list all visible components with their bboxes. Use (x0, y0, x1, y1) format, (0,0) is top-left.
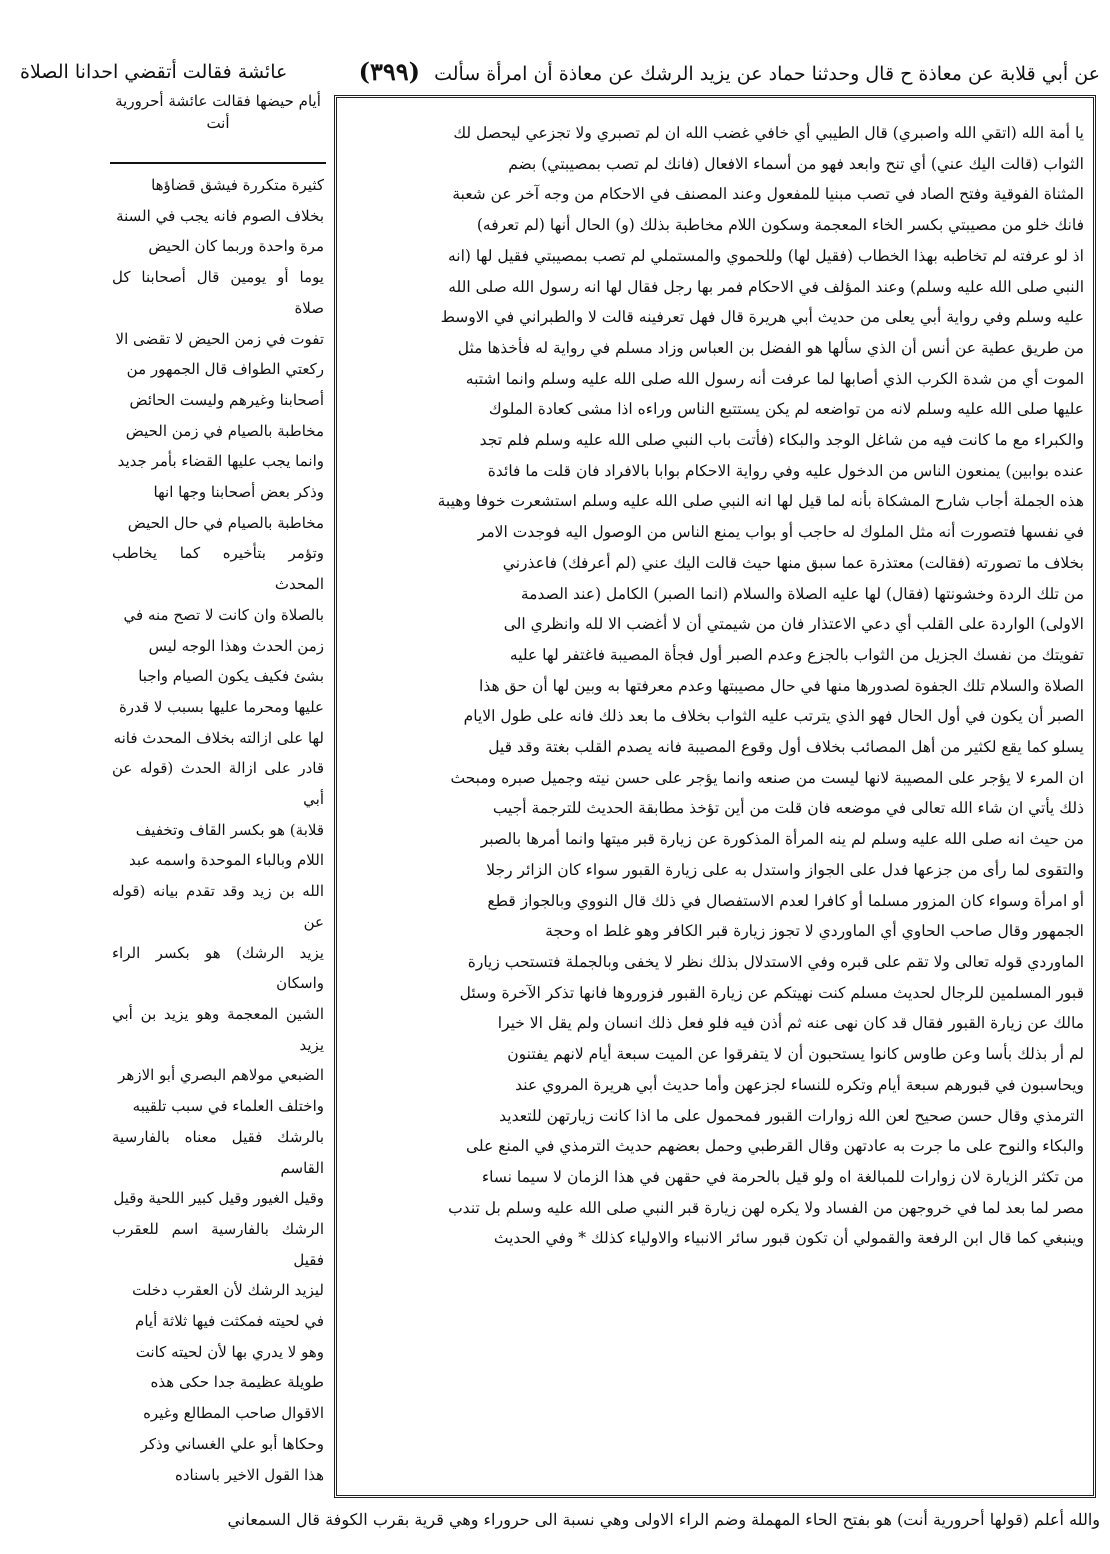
text-line: مخاطبة بالصيام في زمن الحيض (125, 421, 324, 440)
margin-top-line: أيام حيضها فقالت عائشة أحرورية (115, 92, 321, 110)
text-line: عليها ومحرما عليها بسبب لا قدرة (118, 697, 324, 716)
text-line: طويلة عظيمة جدا حكى هذه (150, 1373, 324, 1392)
text-line: المثناة الفوقية وفتح الصاد في تصب مبنيا للمفعول وعند المصنف في الاحكام من وجه آخر عن شعبة (452, 185, 1084, 204)
text-line: واختلف العلماء في سبب تلقيبه (132, 1097, 324, 1116)
text-line: اللام وبالباء الموحدة واسمه عبد (129, 851, 324, 870)
text-line: ذلك يأتي ان شاء الله تعالى في موضعه فان قلت من أين تؤخذ مطابقة الحديث للترجمة أجيب (492, 799, 1084, 818)
text-line: تفوت في زمن الحيض لا تقضى الا (115, 329, 324, 348)
text-line: قلابة) هو بكسر القاف وتخفيف (135, 820, 324, 839)
text-line: عليها صلى الله عليه وسلم لانه من تواضعه لم يكن يستتبع الناس وراءه اذا مشى كعادة الملوك (488, 400, 1084, 419)
text-line: الثواب (قالت اليك عني) أي تنح وابعد فهو من أسماء الافعال (فانك لم تصب بمصيبتي) بضم (508, 154, 1084, 173)
text-line: ركعتي الطواف قال الجمهور من (126, 360, 324, 379)
text-line: من حيث انه صلى الله عليه وسلم لم ينه المرأة المذكورة عن زيارة قبر ميتها وانما أمرها بالصبر (480, 830, 1084, 849)
header-hadith-text: عن أبي قلابة عن معاذة ح قال وحدثنا حماد عن يزيد الرشك عن معاذة أن امرأة سألت (434, 63, 1100, 85)
text-line: في لحيته فمكثت فيها ثلاثة أيام (135, 1312, 324, 1331)
text-line: الشين المعجمة وهو يزيد بن أبي يزيد (112, 1004, 324, 1054)
text-line: يا أمة الله (اتقي الله واصبري) قال الطيبي أي خافي غضب الله ان لم تصبري ولا تجزعي ليحصل لك (453, 124, 1084, 142)
main-commentary (346, 118, 1084, 1486)
text-line: زمن الحدث وهذا الوجه ليس (148, 636, 324, 655)
footer-text: والله أعلم (قولها أحرورية أنت) هو بفتح الحاء المهملة وضم الراء الاولى وهي نسبة الى حروراء وهي قرية بقرب الكوفة قال السمعاني (227, 1510, 1100, 1529)
text-line: بخلاف الصوم فانه يجب في السنة (116, 206, 324, 225)
margin-divider (110, 162, 326, 164)
text-line: الجمهور وقال صاحب الحاوي أي الماوردي لا تجوز زيارة قبر الكافر وهو غلط اه وحجة (545, 922, 1084, 941)
margin-commentary (112, 170, 324, 1495)
text-line: والكبراء مع ما كانت فيه من شاغل الوجد والبكاء (فأتت باب النبي صلى الله عليه وسلم فلم تجد (479, 431, 1084, 450)
text-line: لم أر بذلك بأسا وعن طاوس كانوا يستحبون أن لا يتفرقوا عن الميت سبعة أيام لانهم يفتنون (507, 1045, 1084, 1064)
text-line: هذه الجملة أجاب شارح المشكاة بأنه لما قيل لها انه النبي صلى الله عليه وسلم استشعرت خوفا وهيبة (437, 492, 1084, 511)
text-line: قادر على ازالة الحدث (قوله عن أبي (112, 759, 324, 809)
text-line: وحكاها أبو علي الغساني وذكر (140, 1434, 324, 1453)
text-line: مخاطبة بالصيام في حال الحيض (127, 513, 324, 532)
text-line: تفويتك من نفسك الجزيل من الثواب بالجزع وعدم الصبر أول فجأة المصيبة فاغتفر لها عليه (509, 645, 1084, 664)
text-line: أو امرأة وسواء كان المزور مسلما أو كافرا لعدم الاستفصال في ذلك قال النووي وبالجواز قطع (487, 891, 1084, 910)
text-line: بخلاف ما تصورته (فقالت) معتذرة عما سبق منها حيث قالت اليك عني (لم أعرفك) فاعذرني (502, 553, 1084, 572)
text-line: بشئ فكيف يكون الصيام واجبا (138, 667, 324, 686)
text-line: الترمذي وقال حسن صحيح لعن الله زوارات القبور فمحمول على ما اذا كانت زيارتهن للتعديد (499, 1106, 1084, 1125)
text-line: فانك خلو من مصيبتي بكسر الخاء المعجمة وسكون اللام مخاطبة بذلك (و) الحال أنها (لم تعرفه) (476, 216, 1084, 235)
text-line: وتؤمر بتأخيره كما يخاطب المحدث (112, 544, 324, 594)
text-line: والتقوى لما رأى من جزعها فدل على الجواز واستدل به على زيارة القبور سواء كان الزائر رجلا (486, 860, 1084, 879)
text-line: الاولى) الواردة على القلب أي دعي الاعتذار فان من شيمتي أن لا أغضب الا لله وانظري الى (503, 615, 1084, 634)
text-line: هذا القول الاخير باسناده (175, 1465, 324, 1484)
text-line: ليزيد الرشك لأن العقرب دخلت (132, 1281, 324, 1300)
text-line: وذكر بعض أصحابنا وجها انها (153, 483, 324, 502)
text-line: مرة واحدة وربما كان الحيض (148, 237, 324, 256)
text-line: كثيرة متكررة فيشق قضاؤها (151, 176, 324, 194)
text-line: والبكاء والنوح على ما جرت به عادتهن وقال القرطبي وحمل بعضهم حديث الترمذي في المنع على (466, 1137, 1084, 1156)
text-line: في نفسها فتصورت أنه مثل الملوك له حاجب أو بواب يمنع الناس من الوصول اليه فوجدت الامر (477, 523, 1084, 542)
margin-hadith-continuation (112, 90, 324, 156)
text-line: عنده بوابين) يمنعون الناس من الدخول عليه وفي رواية الاحكام بوابا بالافراد فان قلت ما فائدة (487, 461, 1084, 480)
text-line: الاقوال صاحب المطالع وغيره (143, 1404, 324, 1423)
text-line: من طريق عطية عن أنس أن الذي سألها هو الفضل بن العباس وزاد مسلم في رواية له فأخذها مثل (457, 338, 1084, 357)
text-line: قبور المسلمين للرجال لحديث مسلم كنت نهيتكم عن زيارة القبور فزوروها فانها تذكر الآخرة وسئل (459, 983, 1084, 1002)
page-header (20, 52, 1100, 92)
text-line: الله بن زيد وقد تقدم بيانه (قوله عن (112, 882, 324, 931)
text-line: بالصلاة وان كانت لا تصح منه في (123, 605, 324, 624)
text-line: الصلاة والسلام تلك الجفوة لصدورها منها في حال مصيبتها وعدم معرفتها به وبين لها أن حق هذا (479, 676, 1084, 695)
text-line: الماوردي قوله تعالى ولا تقم على قبره وفي الاستدلال بذلك نظر لا يخفى وبالجملة فتستحب زيارة (467, 952, 1084, 971)
text-line: النبي صلى الله عليه وسلم) وعند المؤلف في الاحكام فمر بها رجل فقال لها انه رسول الله صلى الله (448, 277, 1084, 296)
text-line: يوما أو يومين قال أصحابنا كل صلاة (112, 268, 324, 317)
text-line: مصر لما بعد لما في خروجهن من الفساد ولا يكره لهن زيارة قبر النبي صلى الله عليه وسلم بل تندب (448, 1198, 1084, 1217)
text-line: أصحابنا وغيرهم وليست الحائض (129, 390, 324, 409)
text-line: اذ لو عرفته لم تخاطبه بهذا الخطاب (فقيل لها) وللحموي والمستملي لم تصب بمصيبتي فقيل لها (انه (447, 246, 1084, 265)
text-line: بالرشك فقيل معناه بالفارسية القاسم (112, 1127, 324, 1177)
text-line: وينبغي كما قال ابن الرفعة والقمولي أن تكون قبور سائر الانبياء والاولياء كذلك * وفي الحديث (493, 1229, 1084, 1248)
margin-top-line: أنت (206, 114, 230, 132)
page-number: (٣٩٩) (358, 57, 421, 86)
header-text-right (351, 52, 1100, 92)
text-line: وقيل الغيور وقيل كبير اللحية وقيل (113, 1189, 324, 1208)
text-line: يسلو كما يقع لكثير من أهل المصائب بخلاف أول وقوع المصيبة فانه يصدم القلب بغتة وقد قيل (488, 738, 1084, 757)
text-line: وهو لا يدري بها لأن لحيته كانت (135, 1342, 324, 1361)
text-line: من تلك الردة وخشونتها (فقال) لها عليه الصلاة والسلام (انما الصبر) الكامل (عند الصدمة (520, 584, 1084, 603)
text-line: ان المرء لا يؤجر على المصيبة لانها ليست من صنعه وانما يؤجر على حسن نيته وجميل صبره ومبحث (450, 768, 1084, 787)
text-line: يزيد الرشك) هو بكسر الراء واسكان (112, 943, 324, 993)
text-line: الضبعي مولاهم البصري أبو الازهر (118, 1066, 324, 1085)
text-line: الرشك بالفارسية اسم للعقرب فقيل (112, 1219, 324, 1269)
text-line: الصبر أن يكون في أول الحال فهو الذي يترتب عليه الثواب بخلاف ما بعد ذلك فانه على طول الايام (463, 707, 1084, 726)
text-line: الموت أي من شدة الكرب الذي أصابها لما عرفت أنه رسول الله صلى الله عليه وسلم وانما اشتبه (465, 369, 1084, 388)
text-line: مالك عن زيارة القبور فقال قد كان نهى عنه ثم أذن فيه فلو فعل ذلك انسان ولم يقل الا خيرا (497, 1014, 1084, 1033)
text-line: لها على ازالته بخلاف المحدث فانه (113, 728, 324, 747)
text-line: وانما يجب عليها القضاء بأمر جديد (117, 452, 324, 471)
text-line: عليه وسلم وفي رواية أبي يعلى من حديث أبي هريرة قال فهل تعرفينه قالت لا والطبراني في الاوسط (440, 308, 1084, 327)
header-text-left: عائشة فقالت أتقضي احدانا الصلاة (20, 61, 288, 83)
text-line: من تكثر الزيارة لان زوارات للمبالغة اه ولو قيل بالحرمة في حقهن في هذا الزمان لا سيما نساء (481, 1167, 1084, 1186)
text-line: ويحاسبون في قبورهم سبعة أيام وتكره للنساء لجزعهن وأما حديث أبي هريرة المروي عند (515, 1075, 1084, 1094)
